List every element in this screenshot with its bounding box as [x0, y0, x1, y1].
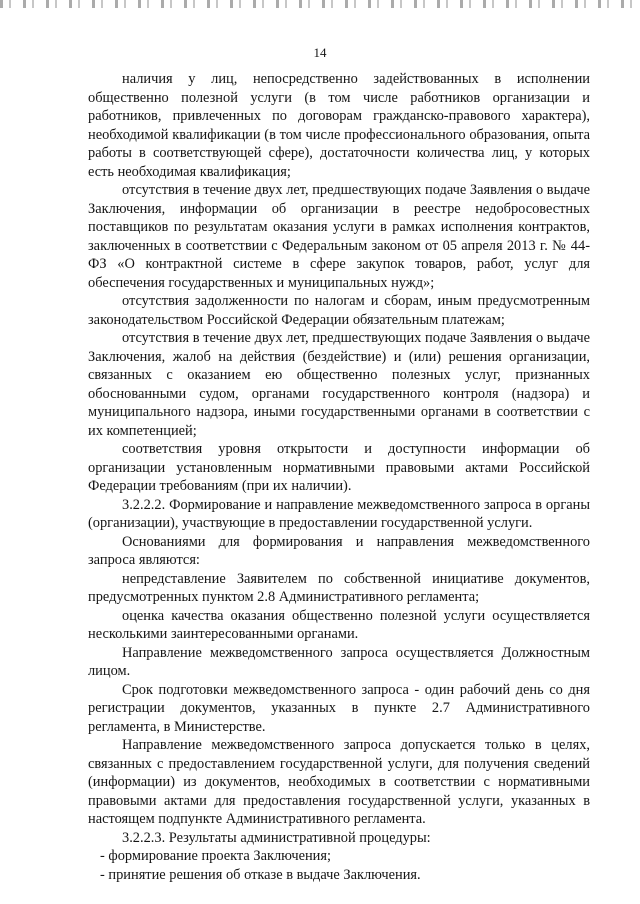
- paragraph-openness: соответствия уровня открытости и доступности информации об организации установленным нормативными правовыми актами Российской Федерации требованиям (при их наличии).: [88, 441, 590, 494]
- document-body: [88, 70, 590, 884]
- page-number: 14: [313, 45, 327, 60]
- paragraph-no-complaints: отсутствия в течение двух лет, предшествующих подаче Заявления о выдаче Заключения, жалоб на действия (бездействие) и (или) решения организации, связанных с оказанием ею общественно полезных услуг, признанных обоснованными судом, органами государственного контроля (надзора) и муниципального надзора, иными государственными органами в соответствии с их компетенцией;: [88, 330, 590, 439]
- paragraph-responsible-official: Направление межведомственного запроса осуществляется Должностным лицом.: [88, 644, 590, 679]
- paragraph-purpose: Направление межведомственного запроса допускается только в целях, связанных с предоставлением государственной услуги, для получения сведений (информации) из документов, необходимых в соответствии с нормативными правовыми актами для предоставления государственной услуги, указанных в настоящем подпункте Административного регламента.: [88, 737, 590, 827]
- scan-edge-artifact: [0, 0, 640, 8]
- paragraph-grounds: Основаниями для формирования и направления межведомственного запроса являются:: [88, 533, 590, 568]
- paragraph-no-registry: отсутствия в течение двух лет, предшествующих подаче Заявления о выдаче Заключения, информации об организации в реестре недобросовестных поставщиков по результатам оказания услуги в рамках исполнения контрактов, заключенных в соответствии с Федеральным законом от 05 апреля 2013 г. № 44-ФЗ «О контрактной системе в сфере закупок товаров, работ, услуг для обеспечения государственных и муниципальных нужд»;: [88, 182, 590, 291]
- paragraph-quality-assessment: оценка качества оказания общественно полезной услуги осуществляется несколькими заинтересованными органами.: [88, 607, 590, 642]
- paragraph-deadline: Срок подготовки межведомственного запроса - один рабочий день со дня регистрации документов, указанных в пункте 2.7 Административного регламента, в Министерстве.: [88, 681, 590, 735]
- list-item-refusal-decision: - принятие решения об отказе в выдаче Заключения.: [100, 866, 421, 883]
- paragraph-no-debts: отсутствия задолженности по налогам и сборам, иным предусмотренным законодательством Российской Федерации обязательным платежам;: [88, 293, 590, 328]
- section-heading-3-2-2-3: 3.2.2.3. Результаты административной процедуры:: [122, 829, 431, 846]
- section-heading-3-2-2-2: 3.2.2.2. Формирование и направление межведомственного запроса в органы (организации), участвующие в предоставлении государственной услуги.: [88, 496, 590, 531]
- paragraph-non-submission: непредставление Заявителем по собственной инициативе документов, предусмотренных пунктом 2.8 Административного регламента;: [88, 570, 590, 605]
- paragraph-qualification: наличия у лиц, непосредственно задействованных в исполнении общественно полезной услуги (в том числе работников организации и работников, привлеченных по договорам гражданско-правового характера), необходимой квалификации (в том числе профессионального образования, опыта работы в соответствующей сфере), достаточности количества лиц, у которых есть необходимая квалификация;: [88, 71, 590, 180]
- list-item-draft-conclusion: - формирование проекта Заключения;: [100, 848, 331, 864]
